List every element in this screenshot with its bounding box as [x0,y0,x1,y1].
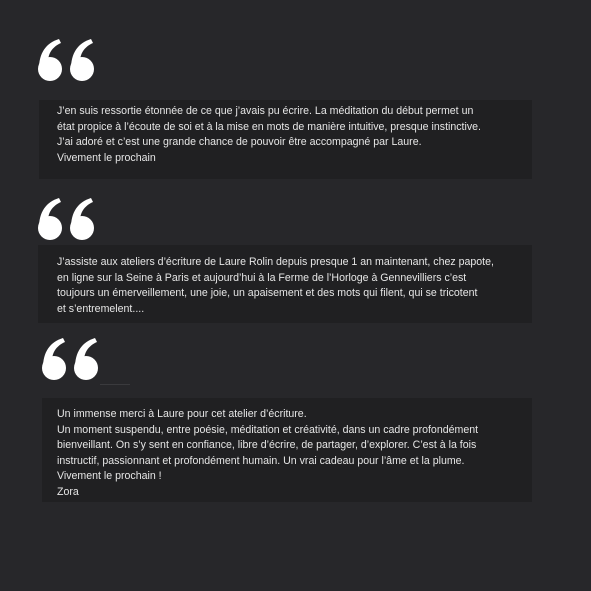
testimonial-line: Un moment suspendu, entre poésie, méditation et créativité, dans un cadre profondément [57,423,479,436]
testimonial-line: en ligne sur la Seine à Paris et aujourd’hui à la Ferme de l’Horloge à Gennevilliers c’est [57,271,467,284]
testimonial-line: Vivement le prochain ! [57,470,162,482]
testimonial-line: état propice à l’écoute de soi et à la mise en mots de manière intuitive, presque instinctive. [57,120,481,133]
quote-icon [38,38,96,82]
testimonial-line: Un immense merci à Laure pour cet atelier d’écriture. [57,408,307,420]
quote-icon [42,337,100,381]
testimonial-line: et s’entremelent.... [57,302,145,315]
testimonial-line: J’en suis ressortie étonnée de ce que j’avais pu écrire. La méditation du début permet un [57,105,474,117]
testimonial-card [39,100,532,179]
testimonial-line: J’assiste aux ateliers d’écriture de Laure Rolin depuis presque 1 an maintenant, chez papote, [57,256,494,268]
testimonial-author: Zora [57,485,79,498]
testimonial-line: Vivement le prochain [57,151,156,164]
testimonial-line: instructif, passionnant et profondément humain. Un vrai cadeau pour l’âme et la plume. [57,454,465,467]
quote-icon [38,197,96,241]
testimonial-card [38,245,532,323]
testimonial-line: toujours un émerveillement, une joie, un apaisement et des mots qui filent, qui se tricotent [57,287,478,299]
testimonial-line: bienveillant. On s’y sent en confiance, libre d’écrire, de partager, d’explorer. C’est à la fois [57,439,477,451]
testimonial-card [42,398,532,502]
divider [100,384,130,385]
testimonial-line: J’ai adoré et c’est une grande chance de pouvoir être accompagné par Laure. [57,136,422,148]
